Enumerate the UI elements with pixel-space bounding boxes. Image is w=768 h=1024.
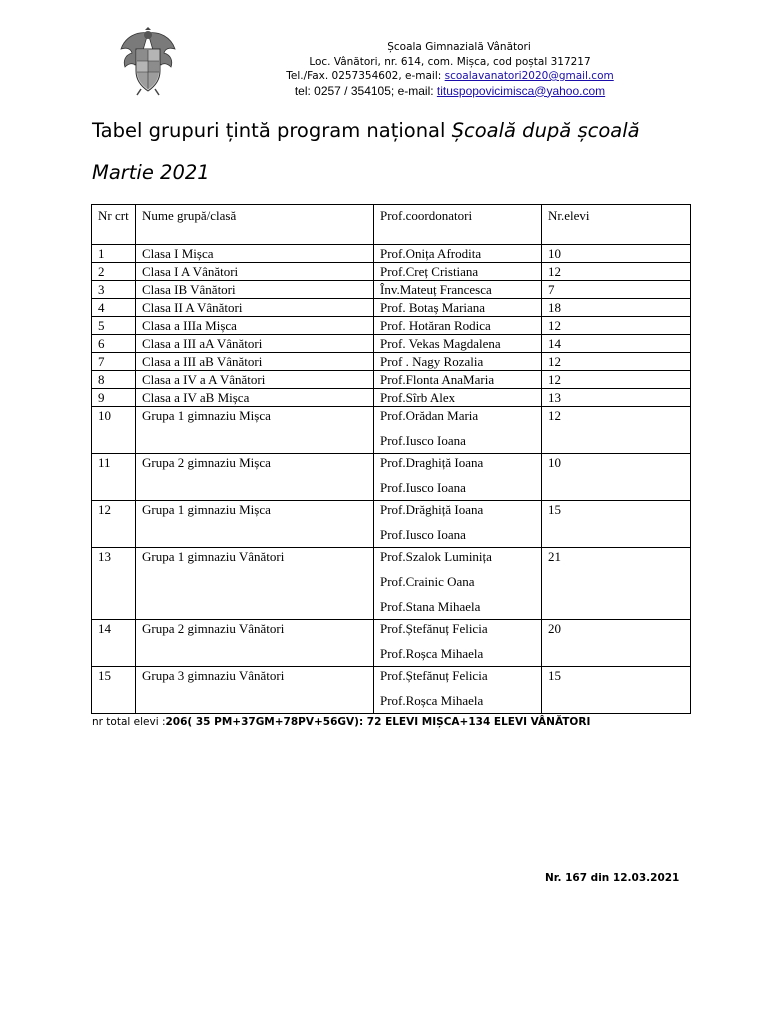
teacher-name: Prof.Iusco Ioana xyxy=(380,480,466,495)
cell-count: 14 xyxy=(542,335,691,353)
cell-nr: 4 xyxy=(92,299,136,317)
cell-nr: 8 xyxy=(92,371,136,389)
cell-nr: 5 xyxy=(92,317,136,335)
cell-count: 7 xyxy=(542,281,691,299)
cell-group: Clasa I Mișca xyxy=(136,245,374,263)
cell-count: 15 xyxy=(542,501,691,548)
table-row xyxy=(92,667,691,714)
total-students xyxy=(92,716,590,728)
total-label: nr total elevi : xyxy=(92,716,166,728)
cell-count: 12 xyxy=(542,317,691,335)
teacher-name: Prof. Hotăran Rodica xyxy=(380,318,491,333)
table-row xyxy=(92,620,691,667)
school-address: Loc. Vânători, nr. 614, com. Mișca, cod poștal 317217 xyxy=(309,55,591,68)
teacher-name: Prof . Nagy Rozalia xyxy=(380,354,484,369)
teacher-name: Prof.Iusco Ioana xyxy=(380,527,466,542)
total-value: 206( 35 PM+37GM+78PV+56GV): 72 ELEVI MIȘCA+134 ELEVI VÂNĂTORI xyxy=(165,716,591,728)
cell-group: Grupa 3 gimnaziu Vânători xyxy=(136,667,374,714)
cell-group: Clasa IB Vânători xyxy=(136,281,374,299)
table-row xyxy=(92,299,691,317)
header-nr: Nr crt xyxy=(92,205,136,245)
cell-nr: 9 xyxy=(92,389,136,407)
cell-count: 12 xyxy=(542,407,691,454)
header-teachers: Prof.coordonatori xyxy=(374,205,542,245)
cell-group: Clasa a III aA Vânători xyxy=(136,335,374,353)
cell-group: Clasa a IIIa Mișca xyxy=(136,317,374,335)
school-phone-email xyxy=(250,69,650,84)
romania-coat-of-arms-logo xyxy=(119,27,177,97)
cell-teachers xyxy=(374,371,542,389)
cell-group: Clasa II A Vânători xyxy=(136,299,374,317)
cell-group: Clasa a III aB Vânători xyxy=(136,353,374,371)
cell-teachers xyxy=(374,317,542,335)
teacher-name: Prof.Orădan Maria xyxy=(380,408,479,423)
cell-count: 13 xyxy=(542,389,691,407)
cell-count: 10 xyxy=(542,454,691,501)
cell-nr: 10 xyxy=(92,407,136,454)
table-row xyxy=(92,245,691,263)
cell-nr: 15 xyxy=(92,667,136,714)
teacher-name: Prof.Flonta AnaMaria xyxy=(380,372,495,387)
cell-group: Clasa a IV aB Mișca xyxy=(136,389,374,407)
cell-teachers xyxy=(374,299,542,317)
cell-group: Grupa 2 gimnaziu Vânători xyxy=(136,620,374,667)
teacher-name: Prof.Sîrb Alex xyxy=(380,390,456,405)
table-row xyxy=(92,548,691,620)
cell-teachers xyxy=(374,454,542,501)
phone2: tel: 0257 / 354105; e-mail: xyxy=(294,83,437,98)
cell-teachers xyxy=(374,335,542,353)
teacher-name: Prof.Roșca Mihaela xyxy=(380,646,484,661)
table-header-row xyxy=(92,205,691,245)
cell-count: 12 xyxy=(542,353,691,371)
teacher-name: Prof.Crainic Oana xyxy=(380,574,475,589)
cell-nr: 7 xyxy=(92,353,136,371)
cell-nr: 2 xyxy=(92,263,136,281)
table-row xyxy=(92,263,691,281)
cell-nr: 3 xyxy=(92,281,136,299)
cell-teachers xyxy=(374,353,542,371)
cell-count: 12 xyxy=(542,371,691,389)
cell-count: 12 xyxy=(542,263,691,281)
school-phone2-email xyxy=(250,84,650,99)
page-title xyxy=(92,119,640,142)
teacher-name: Prof.Drăghiță Ioana xyxy=(380,502,484,517)
cell-teachers xyxy=(374,501,542,548)
cell-teachers xyxy=(374,263,542,281)
cell-count: 18 xyxy=(542,299,691,317)
cell-group: Grupa 1 gimnaziu Vânători xyxy=(136,548,374,620)
table-row xyxy=(92,317,691,335)
document-number: Nr. 167 din 12.03.2021 xyxy=(545,872,680,884)
teacher-name: Prof.Creț Cristiana xyxy=(380,264,479,279)
school-letterhead xyxy=(250,40,650,98)
cell-nr: 13 xyxy=(92,548,136,620)
email-link-school[interactable]: scoalavanatori2020@gmail.com xyxy=(444,70,614,82)
cell-group: Clasa I A Vânători xyxy=(136,263,374,281)
cell-group: Grupa 1 gimnaziu Mișca xyxy=(136,407,374,454)
cell-teachers xyxy=(374,548,542,620)
cell-nr: 12 xyxy=(92,501,136,548)
teacher-name: Prof.Iusco Ioana xyxy=(380,433,466,448)
teacher-name: Prof. Vekas Magdalena xyxy=(380,336,501,351)
teacher-name: Prof. Botaș Mariana xyxy=(380,300,486,315)
teacher-name: Înv.Mateuț Francesca xyxy=(380,282,492,297)
cell-teachers xyxy=(374,407,542,454)
table-row xyxy=(92,335,691,353)
cell-nr: 6 xyxy=(92,335,136,353)
cell-count: 20 xyxy=(542,620,691,667)
teacher-name: Prof.Roșca Mihaela xyxy=(380,693,484,708)
cell-nr: 11 xyxy=(92,454,136,501)
table-row xyxy=(92,501,691,548)
cell-nr: 14 xyxy=(92,620,136,667)
teacher-name: Prof.Draghiță Ioana xyxy=(380,455,484,470)
table-row xyxy=(92,353,691,371)
cell-teachers xyxy=(374,281,542,299)
cell-count: 21 xyxy=(542,548,691,620)
program-name: Școală după școală xyxy=(451,119,640,142)
header-count: Nr.elevi xyxy=(542,205,691,245)
table-row xyxy=(92,281,691,299)
cell-nr: 1 xyxy=(92,245,136,263)
cell-count: 10 xyxy=(542,245,691,263)
table-row xyxy=(92,407,691,454)
title-text: Tabel grupuri țintă program național xyxy=(92,119,452,142)
cell-teachers xyxy=(374,245,542,263)
table-row xyxy=(92,454,691,501)
target-groups-table xyxy=(91,204,691,714)
phone-fax: Tel./Fax. 0257354602, e-mail: xyxy=(286,70,445,82)
cell-count: 15 xyxy=(542,667,691,714)
cell-group: Grupa 1 gimnaziu Mișca xyxy=(136,501,374,548)
table-row xyxy=(92,371,691,389)
cell-group: Grupa 2 gimnaziu Mișca xyxy=(136,454,374,501)
teacher-name: Prof.Stana Mihaela xyxy=(380,599,481,614)
teacher-name: Prof.Ștefănuț Felicia xyxy=(380,668,488,683)
teacher-name: Prof.Ștefănuț Felicia xyxy=(380,621,488,636)
teacher-name: Prof.Szalok Luminița xyxy=(380,549,492,564)
cell-teachers xyxy=(374,620,542,667)
header-group: Nume grupă/clasă xyxy=(136,205,374,245)
teacher-name: Prof.Onița Afrodita xyxy=(380,246,482,261)
email-link-director[interactable]: tituspopovicimisca@yahoo.com xyxy=(436,83,606,98)
page-subtitle: Martie 2021 xyxy=(92,161,210,184)
school-name: Școala Gimnazială Vânători xyxy=(387,41,531,53)
cell-teachers xyxy=(374,667,542,714)
cell-group: Clasa a IV a A Vânători xyxy=(136,371,374,389)
